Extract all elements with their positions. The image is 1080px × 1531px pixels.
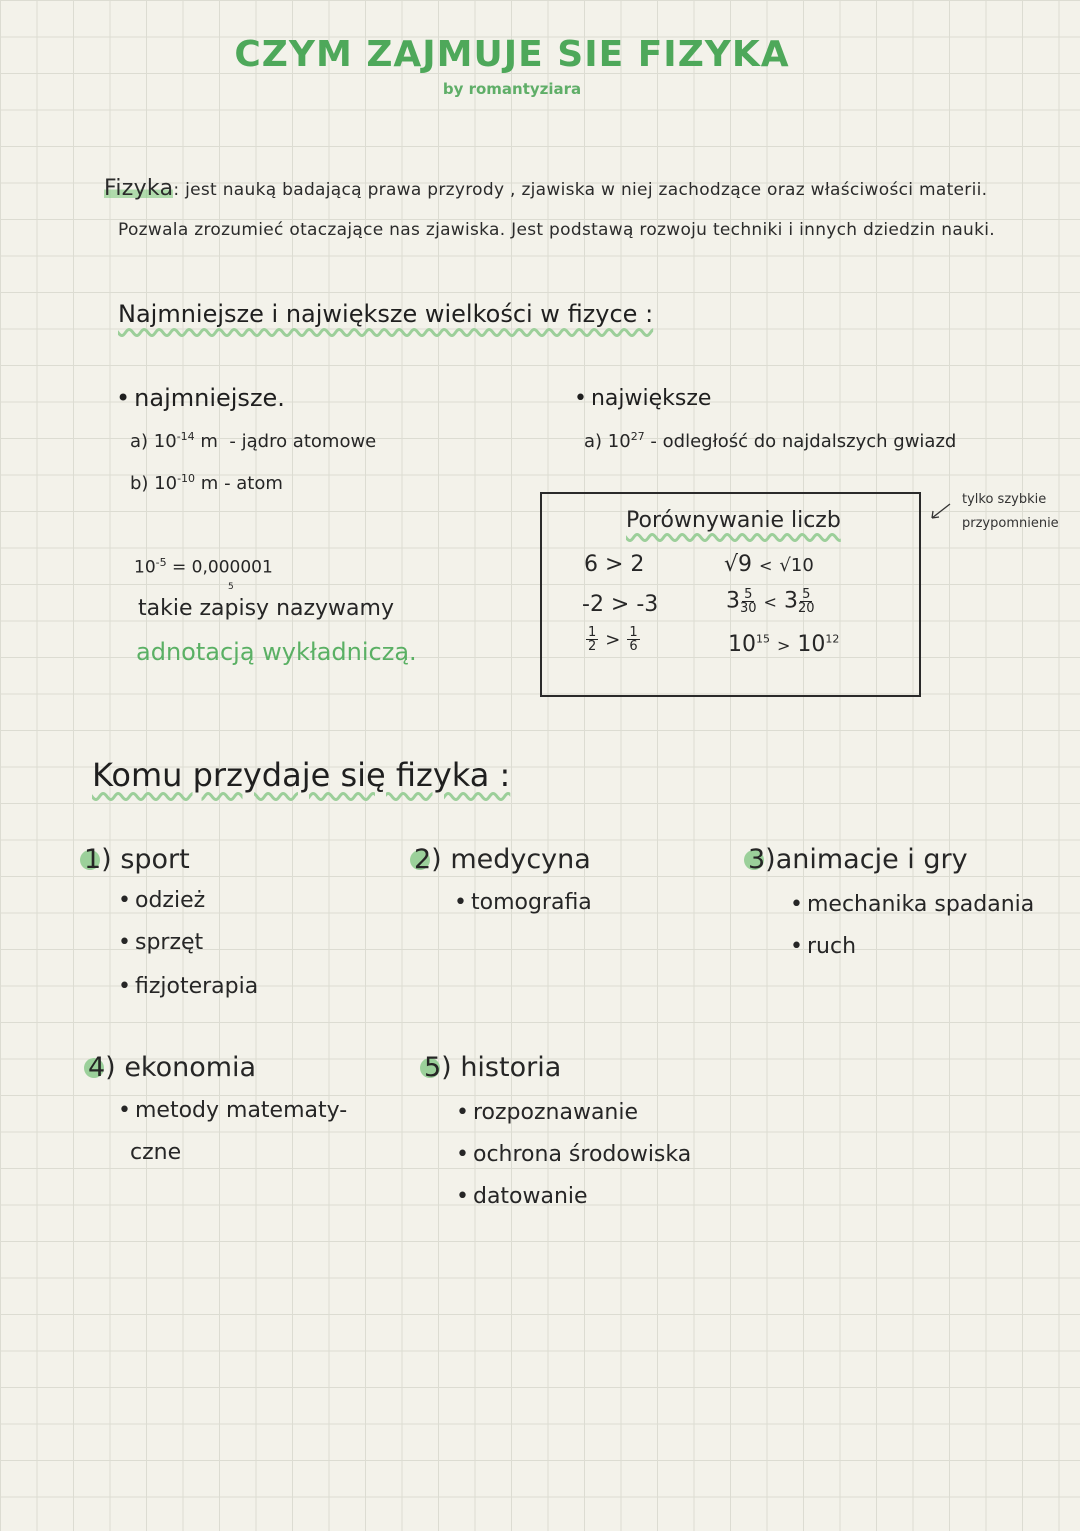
mixed-a-whole: 3 bbox=[726, 588, 740, 614]
sport-item-3: • fizjoterapia bbox=[118, 974, 258, 999]
fraction-half: $\frac{1}{2}$ bbox=[588, 625, 597, 654]
definition-text-1: : jest nauką badającą prawa przyrody , zjawiska w niej zachodzące oraz właściwości materii. bbox=[173, 180, 988, 200]
historia-item-3: • datowanie bbox=[456, 1184, 588, 1209]
row3-right-op: > bbox=[777, 636, 791, 655]
medycyna-item-1: • tomografia bbox=[454, 890, 592, 915]
row3-left-op: > bbox=[605, 629, 621, 651]
use-animacje bbox=[748, 844, 968, 875]
comparison-row3-right bbox=[728, 632, 839, 657]
use-ekonomia-number: 4) bbox=[88, 1052, 116, 1083]
definition-line-1 bbox=[104, 176, 987, 201]
use-medycyna-label: medycyna bbox=[450, 844, 591, 875]
comparison-row2-left: -2 > -3 bbox=[582, 592, 659, 617]
historia-item-2: • ochrona środowiska bbox=[456, 1142, 691, 1167]
use-animacje-label: animacje i gry bbox=[775, 844, 968, 875]
use-medycyna bbox=[414, 844, 591, 875]
largest-label: • największe bbox=[574, 386, 711, 411]
sport-item-2: • sprzęt bbox=[118, 930, 203, 955]
mixed-b-whole: 3 bbox=[783, 588, 798, 614]
smallest-a-unit: m bbox=[200, 431, 218, 452]
use-historia-label: historia bbox=[460, 1052, 562, 1083]
row1-op: < bbox=[759, 556, 773, 575]
use-sport-number: 1) bbox=[84, 844, 112, 875]
largest-a-desc: - odległość do najdalszych gwiazd bbox=[650, 431, 957, 452]
use-ekonomia bbox=[88, 1052, 256, 1083]
mixed-b-fraction: $\frac{5}{20}$ bbox=[797, 587, 815, 616]
comparison-row2-right bbox=[726, 588, 815, 615]
use-historia-number: 5) bbox=[424, 1052, 452, 1083]
largest-a-base: a) 10 bbox=[584, 431, 631, 452]
use-animacje-number: 3) bbox=[748, 844, 776, 875]
largest-item-a bbox=[584, 430, 956, 452]
use-historia bbox=[424, 1052, 561, 1083]
power-a-exp: 15 bbox=[756, 632, 770, 646]
smallest-a-exp: -14 bbox=[176, 430, 195, 443]
definition-line-2: Pozwala zrozumieć otaczające nas zjawiska. Jest podstawą rozwoju techniki i innych dziedzin nauki. bbox=[118, 220, 995, 240]
magnitudes-heading: Najmniejsze i największe wielkości w fizyce : bbox=[118, 300, 654, 328]
mixed-a-fraction: $\frac{5}{30}$ bbox=[740, 587, 757, 616]
ekonomia-item-line-2: czne bbox=[130, 1140, 182, 1165]
animacje-item-1: • mechanika spadania bbox=[790, 892, 1034, 917]
use-sport bbox=[84, 844, 190, 875]
sqrt-9: √9 bbox=[724, 552, 753, 577]
use-sport-label: sport bbox=[120, 844, 190, 875]
side-note-line-2: przypomnienie bbox=[962, 516, 1059, 531]
row2-op: < bbox=[763, 592, 777, 612]
decimal-count-mark: 5 bbox=[228, 582, 234, 592]
smallest-item-b bbox=[130, 472, 283, 494]
comparison-row1-left: 6 > 2 bbox=[584, 552, 645, 577]
uses-heading: Komu przydaje się fizyka : bbox=[92, 756, 511, 794]
smallest-b-unit: m bbox=[200, 473, 219, 494]
power-a-base: 10 bbox=[728, 632, 756, 657]
notation-line-1: takie zapisy nazywamy bbox=[138, 596, 394, 621]
fraction-sixth: $\frac{1}{6}$ bbox=[629, 625, 638, 654]
smallest-label: • najmniejsze. bbox=[116, 384, 285, 412]
use-medycyna-number: 2) bbox=[414, 844, 442, 875]
use-ekonomia-label: ekonomia bbox=[124, 1052, 257, 1083]
sport-item-1: • odzież bbox=[118, 888, 205, 913]
arrow-icon bbox=[928, 500, 952, 526]
exponent-example bbox=[134, 556, 273, 578]
exponent-base: 10 bbox=[134, 557, 156, 578]
exponent-power: -5 bbox=[155, 556, 167, 569]
definition-term: Fizyka bbox=[104, 176, 174, 201]
comparison-row3-left bbox=[586, 626, 640, 653]
power-b-base: 10 bbox=[797, 632, 826, 657]
largest-a-exp: 27 bbox=[630, 430, 645, 443]
side-note-line-1: tylko szybkie bbox=[962, 492, 1047, 507]
author-byline: by romantyziara bbox=[442, 80, 582, 98]
comparison-title: Porównywanie liczb bbox=[626, 508, 841, 533]
ekonomia-item-line-1: • metody matematy- bbox=[118, 1098, 347, 1123]
power-b-exp: 12 bbox=[825, 632, 840, 646]
page-title: CZYM ZAJMUJE SIE FIZYKA bbox=[234, 34, 790, 75]
historia-item-1: • rozpoznawanie bbox=[456, 1100, 638, 1125]
animacje-item-2: • ruch bbox=[790, 934, 856, 959]
smallest-a-desc: - jądro atomowe bbox=[229, 431, 377, 452]
exponent-value: = 0,000001 bbox=[172, 557, 273, 578]
smallest-b-desc: - atom bbox=[224, 473, 283, 494]
smallest-a-base: a) 10 bbox=[130, 431, 177, 452]
smallest-b-exp: -10 bbox=[177, 472, 196, 485]
sqrt-10: √10 bbox=[779, 555, 814, 576]
notation-line-2: adnotacją wykładniczą. bbox=[136, 638, 417, 666]
comparison-row1-right bbox=[724, 552, 814, 577]
smallest-item-a bbox=[130, 430, 376, 452]
smallest-b-base: b) 10 bbox=[130, 473, 178, 494]
